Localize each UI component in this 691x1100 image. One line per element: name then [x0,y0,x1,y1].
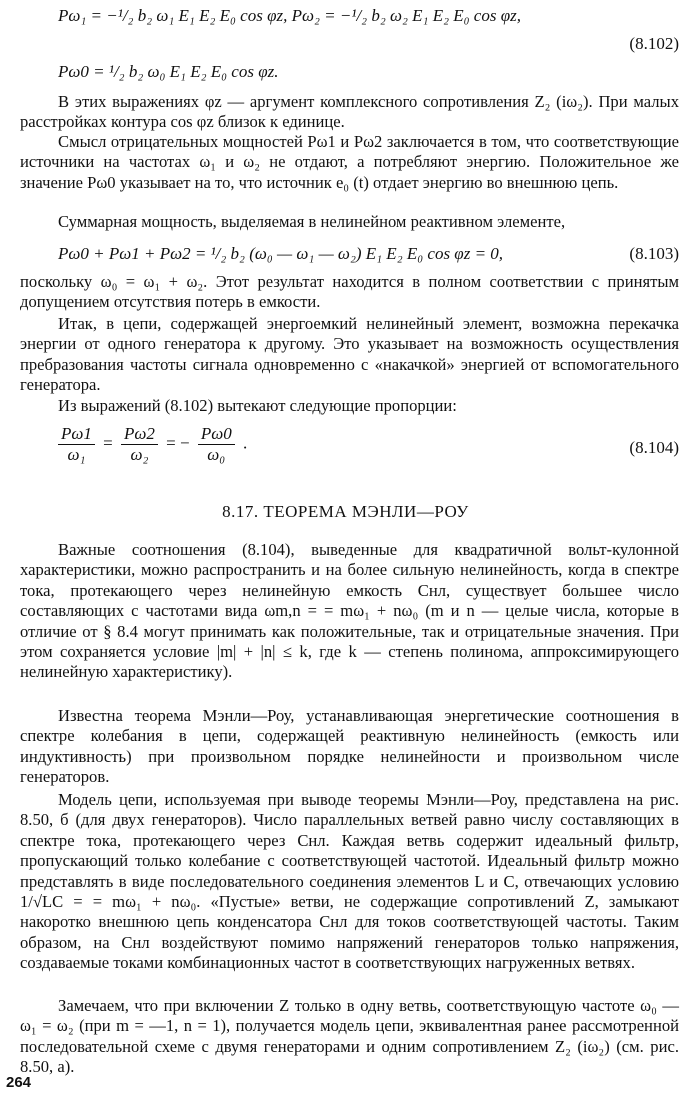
paragraph-4: поскольку ω₀ = ω₁ + ω₂. Этот результат находится в полном соответствии с принятым допущением отсутствия потерь в емкости. [20,272,679,312]
paragraph-5: Итак, в цепи, содержащей энергоемкий нелинейный элемент, возможна перекачка энергии от одного генератора к другому. Это указывает на возможность осуществления пребразования частоты сигнала одновременно с «накачкой» энергией от вспомогательного генератора. [20,314,679,395]
equation-number-8-103: (8.103) [629,244,679,263]
paragraph-10: Замечаем, что при включении Z только в одну ветвь, соответствующую частоте ω₀ — ω₁ = ω₂ (при m = —1, n = 1), получается модель цепи, эквивалентная ранее рассмотренной последовательной схеме с двумя генераторами и одним сопротивлением Z₂ (iω₂) (см. рис. 8.50, а). [20,996,679,1077]
paragraph-9: Модель цепи, используемая при выводе теоремы Мэнли—Роу, представлена на рис. 8.50, б (для двух генераторов). Число параллельных ветвей равно числу составляющих в спектре тока, протекающего через Cнл. Каждая ветвь содержит идеальный фильтр, пропускающий только колебание с соответствующей частотой. Идеальный фильтр можно представлять в виде последовательного соединения элементов L и C, отвечающих условию 1/√LC = = mω₁ + nω₀. «Пустые» ветви, не содержащие сопротивлений Z, замыкают накоротко внешнюю цепь конденсатора Cнл для токов соответствующей частоты. Таким образом, на Cнл воздействуют помимо напряжений генераторов только напряжения, создаваемые токами комбинационных частот в соответствующих нагруженных ветвях. [20,790,679,973]
paragraph-6: Из выражений (8.102) вытекают следующие пропорции: [58,396,457,415]
fraction-3: $\frac{P\omega 0}{\text{ω₀}}$ [198,424,235,465]
paragraph-8: Известна теорема Мэнли—Роу, устанавливающая энергетические соотношения в спектре колебания в цепи, содержащей реактивную нелинейность (емкость или индуктивность) при произвольном порядке нелинейности и произвольном числе генераторов. [20,706,679,787]
paragraph-1: В этих выражениях φz — аргумент комплексного сопротивления Z₂ (iω₂). При малых расстройках контура cos φz близок к единице. [20,92,679,132]
equation-number-8-104: (8.104) [629,438,679,457]
section-heading: 8.17. ТЕОРЕМА МЭНЛИ—РОУ [222,502,469,521]
equation-8-102-line2: Pω0 = ¹/₂ b₂ ω₀ E₁ E₂ E₀ cos φz. [58,62,279,81]
fraction-2: $\frac{P\omega 2}{\text{ω₂}}$ [121,424,158,465]
equation-8-104: $\frac{P\omega 1}{\text{ω₁}}$ = $\frac{P\omega 2}{\text{ω₂}}$ = − $\frac{P\omega 0}{\text{ω₀}}$ . [54,424,247,465]
paragraph-2: Смысл отрицательных мощностей Pω1 и Pω2 заключается в том, что соответствующие источники на частотах ω₁ и ω₂ не отдают, а потребляют энергию. Положительное же значение Pω0 указывает на то, что источник e₀ (t) отдает энергию во внешнюю цепь. [20,132,679,192]
paragraph-7: Важные соотношения (8.104), выведенные для квадратичной вольт-кулонной характеристики, можно распространить и на более сильную нелинейность, когда в спектре тока, протекающего через нелинейную емкость Cнл, существует большее число составляющих с частотами вида ωm,n = = mω₁ + nω₀ (m и n — целые числа, которые в отличие от § 8.4 могут принимать как положительные, так и отрицательные значения. При этом сохраняется условие |m| + |n| ≤ k, где k — степень полинома, аппроксимирующего нелинейную характеристику). [20,540,679,682]
page-number: 264 [6,1074,32,1091]
fraction-1: $\frac{P\omega 1}{\text{ω₁}}$ [58,424,95,465]
equation-8-102-line1: Pω₁ = −¹/₂ b₂ ω₁ E₁ E₂ E₀ cos φz, Pω₂ = −¹/₂ b₂ ω₂ E₁ E₂ E₀ cos φz, [58,6,521,25]
equation-number-8-102: (8.102) [629,34,679,53]
equation-8-103: Pω0 + Pω1 + Pω2 = ¹/₂ b₂ (ω₀ — ω₁ — ω₂) E₁ E₂ E₀ cos φz = 0, [58,244,504,263]
paragraph-3: Суммарная мощность, выделяемая в нелинейном реактивном элементе, [58,212,566,231]
